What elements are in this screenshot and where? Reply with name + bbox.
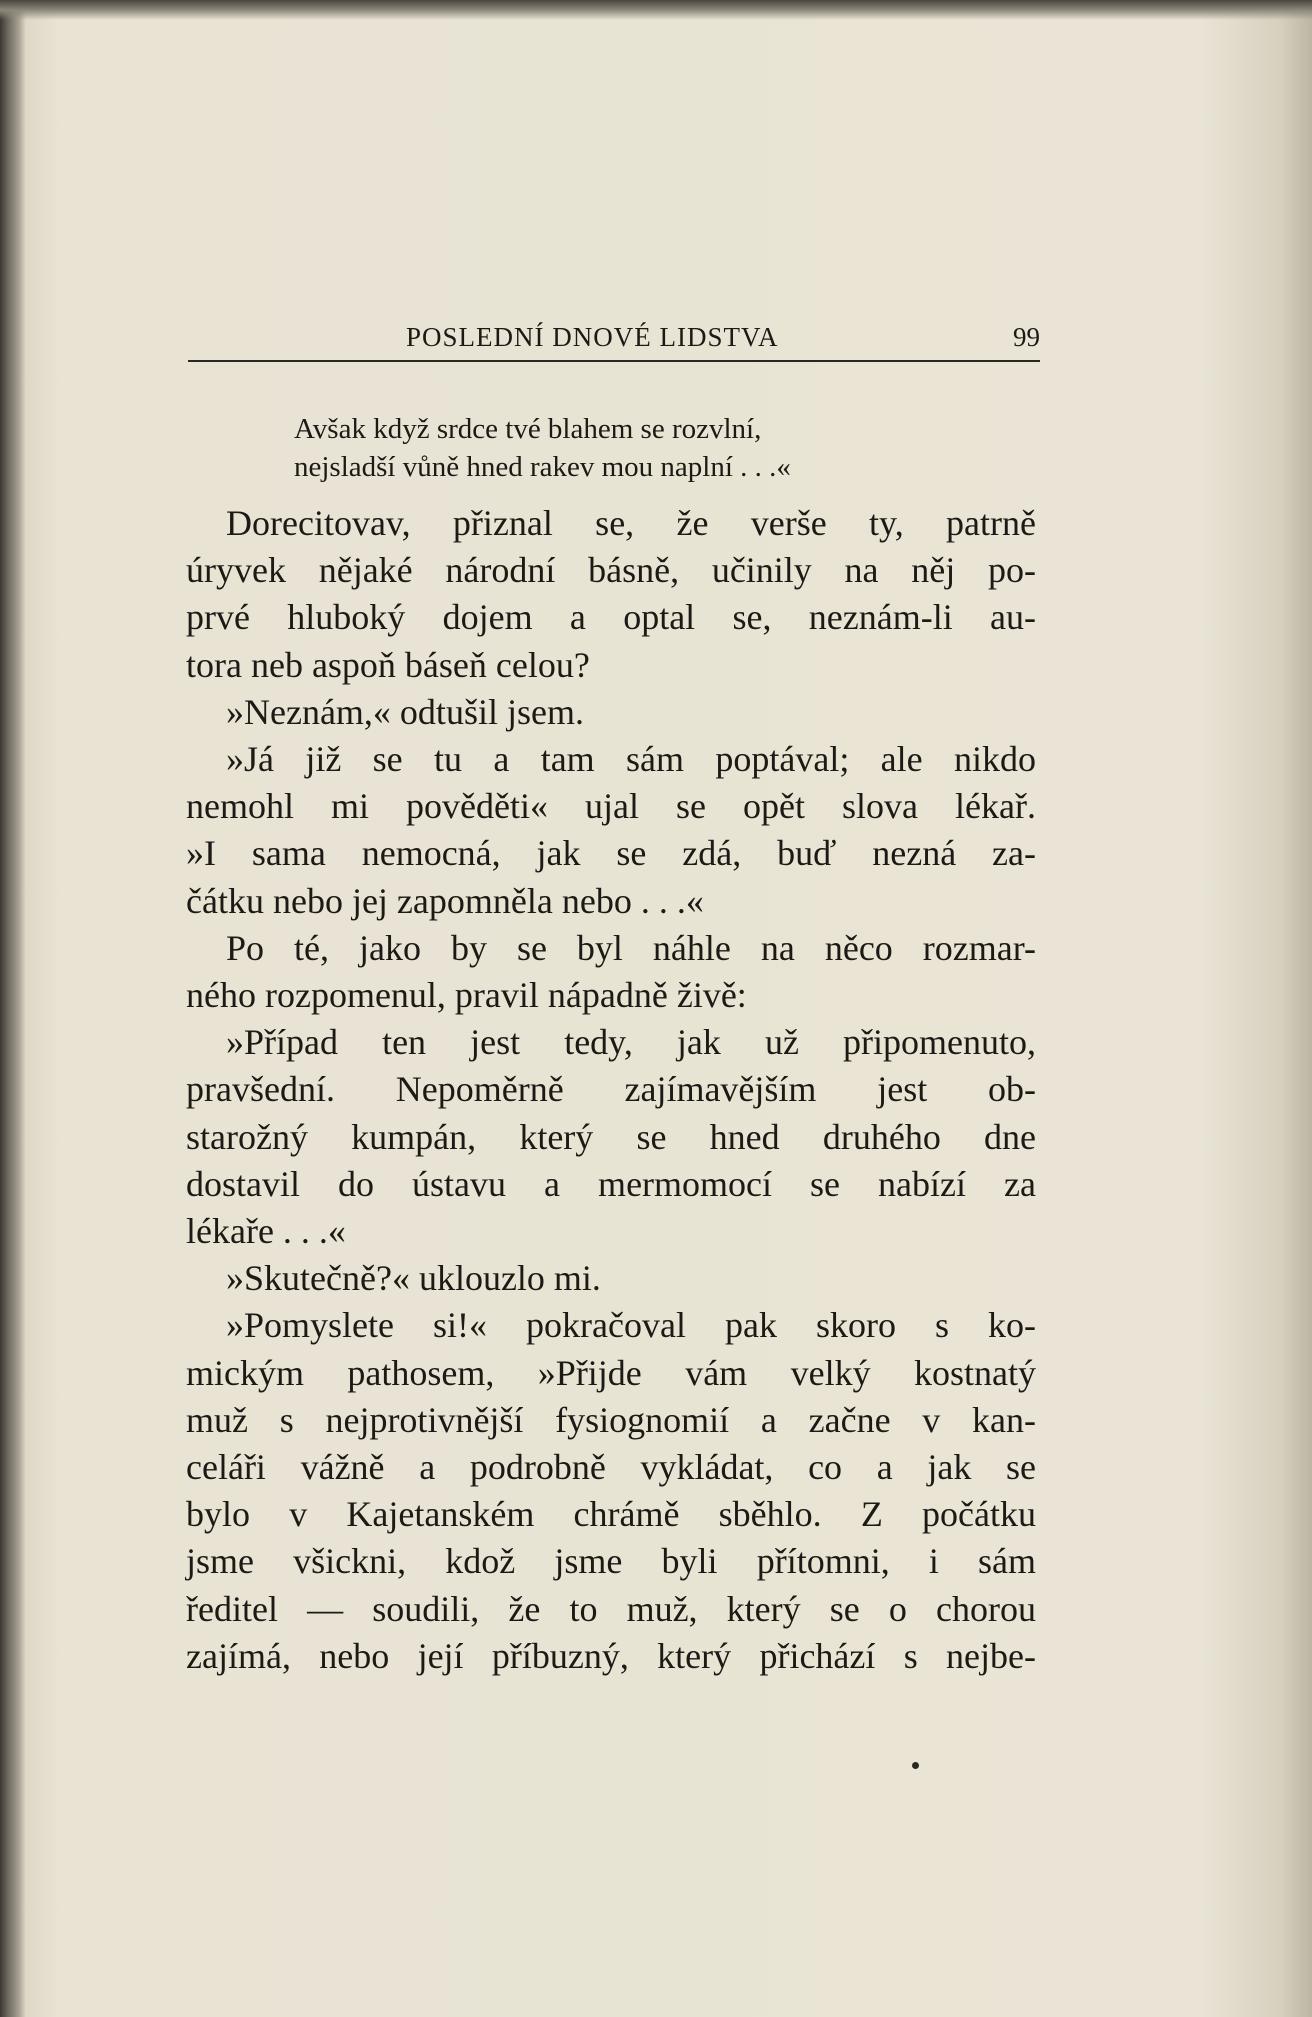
header-rule bbox=[188, 360, 1040, 362]
text-line: ředitel — soudili, že to muž, který se o chorou bbox=[186, 1588, 1036, 1629]
text-line: pravšední. Nepoměrně zajímavějším jest ob- bbox=[186, 1069, 1036, 1110]
text-line: nemohl mi pověděti« ujal se opět slova lékař. bbox=[186, 786, 1036, 827]
text-line: »Já již se tu a tam sám poptával; ale nikdo bbox=[226, 739, 1036, 780]
text-line: »I sama nemocná, jak se zdá, buď nezná za- bbox=[186, 833, 1036, 874]
text-line: lékaře . . .« bbox=[186, 1211, 346, 1252]
paragraph bbox=[186, 500, 1036, 689]
verse-line: Avšak když srdce tvé blahem se rozvlní, bbox=[294, 413, 762, 445]
paragraph bbox=[186, 736, 1036, 925]
book-binding-shadow bbox=[0, 0, 26, 2017]
text-line: »Případ ten jest tedy, jak už připomenuto, bbox=[226, 1022, 1036, 1063]
text-line: jsme všickni, kdož jsme byli přítomni, i sám bbox=[186, 1541, 1036, 1582]
body-text bbox=[186, 500, 1036, 1680]
text-line: dostavil do ústavu a mermomocí se nabízí za bbox=[186, 1163, 1036, 1204]
running-head-title: POSLEDNÍ DNOVÉ LIDSTVA bbox=[406, 322, 779, 352]
text-line: bylo v Kajetanském chrámě sběhlo. Z počátku bbox=[186, 1494, 1036, 1535]
text-line: »Neznám,« odtušil jsem. bbox=[226, 691, 584, 732]
text-line: mickým pathosem, »Přijde vám velký kostnatý bbox=[186, 1352, 1036, 1393]
text-line: ného rozpomenul, pravil nápadně živě: bbox=[186, 975, 747, 1016]
text-line: starožný kumpán, který se hned druhého dne bbox=[186, 1116, 1036, 1157]
text-line: muž s nejprotivnější fysiognomií a začne v kan- bbox=[186, 1399, 1036, 1440]
text-line: prvé hluboký dojem a optal se, neznám-li au- bbox=[186, 597, 1036, 638]
paragraph bbox=[186, 1255, 1036, 1302]
verse-quote bbox=[186, 410, 1036, 486]
text-line: »Pomyslete si!« pokračoval pak skoro s ko- bbox=[226, 1305, 1036, 1346]
paragraph bbox=[186, 1302, 1036, 1680]
paragraph bbox=[186, 925, 1036, 1019]
page-number: 99 bbox=[1013, 322, 1040, 352]
text-line: zajímá, nebo její příbuzný, který přichází s nejbe- bbox=[186, 1635, 1036, 1676]
text-line: tora neb aspoň báseň celou? bbox=[186, 644, 590, 685]
text-line: celáři vážně a podrobně vykládat, co a jak se bbox=[186, 1447, 1036, 1488]
text-line: čátku nebo jej zapomněla nebo . . .« bbox=[186, 880, 704, 921]
text-line: Dorecitovav, přiznal se, že verše ty, patrně bbox=[226, 503, 1036, 543]
paragraph bbox=[186, 1019, 1036, 1255]
page-top-edge bbox=[0, 0, 1312, 20]
verse-line: nejsladší vůně hned rakev mou naplní . . .« bbox=[294, 451, 791, 483]
running-head bbox=[188, 322, 1040, 362]
text-line: Po té, jako by se byl náhle na něco rozmar- bbox=[226, 927, 1036, 968]
text-line: »Skutečně?« uklouzlo mi. bbox=[226, 1258, 601, 1299]
paragraph bbox=[186, 689, 1036, 736]
text-line: úryvek nějaké národní básně, učinily na něj po- bbox=[186, 550, 1036, 591]
signature-mark bbox=[912, 1762, 919, 1769]
